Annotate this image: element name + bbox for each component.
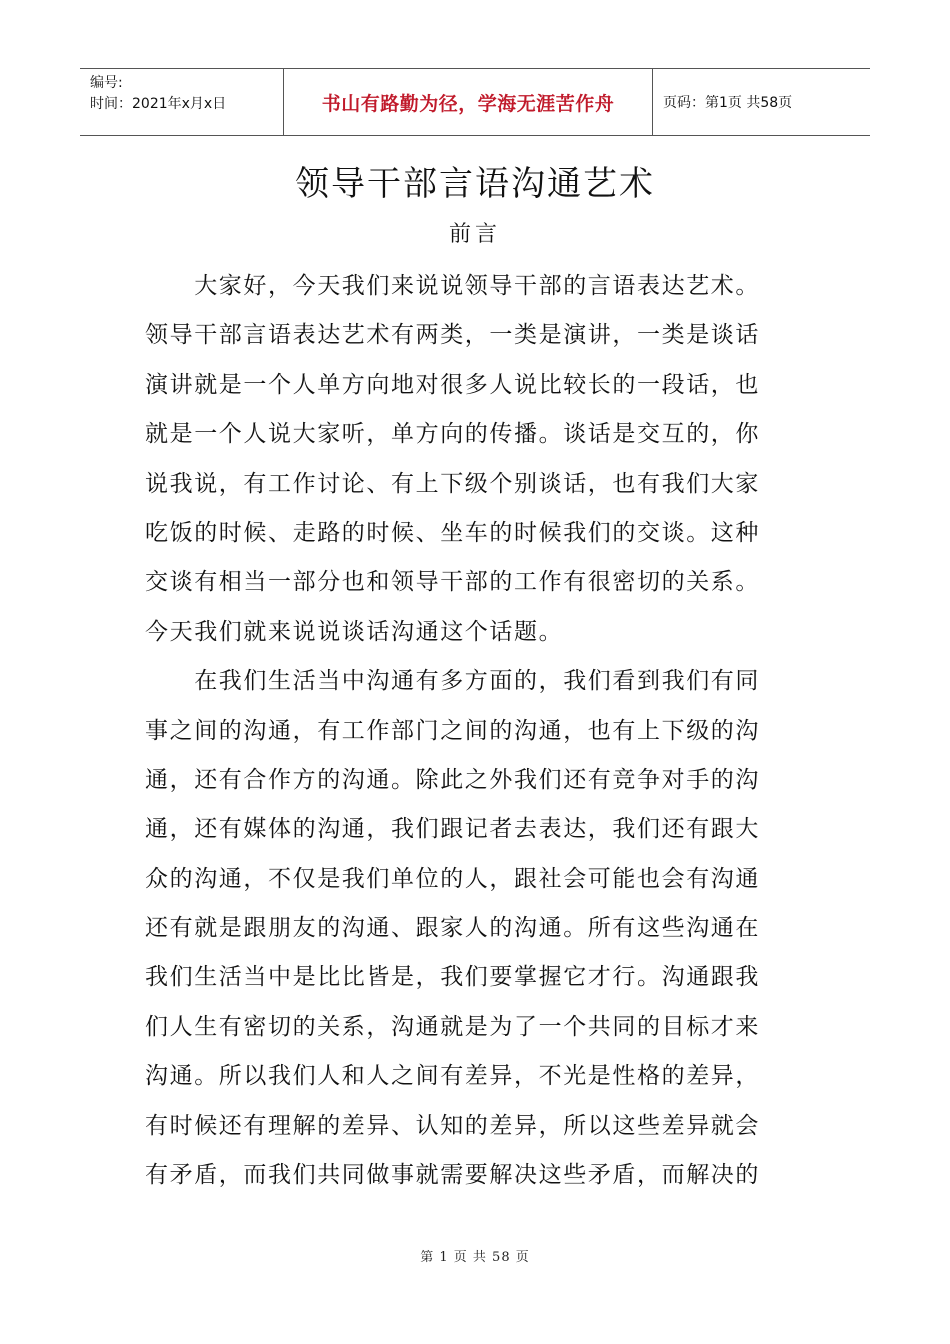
body-line: 众的沟通，不仅是我们单位的人，跟社会可能也会有沟通: [145, 865, 760, 892]
page-footer: 第 1 页 共 58 页: [420, 1250, 530, 1265]
body-line: 吃饭的时候、走路的时候、坐车的时候我们的交谈。这种: [145, 519, 760, 546]
body-line: 领导干部言语表达艺术有两类，一类是演讲，一类是谈话: [145, 322, 760, 349]
header-page-info: 页码：第1页 共58页: [663, 95, 793, 111]
body-line: 大家好，今天我们来说说领导干部的言语表达艺术。: [145, 273, 760, 299]
body-line: 就是一个人说大家听，单方向的传播。谈话是交互的，你: [145, 421, 760, 448]
time-label: 时间：2021年x月x日: [90, 96, 227, 112]
body-line: 还有就是跟朋友的沟通、跟家人的沟通。所有这些沟通在: [145, 915, 760, 942]
number-label: 编号:: [90, 75, 123, 91]
body-line: 通，还有合作方的沟通。除此之外我们还有竞争对手的沟: [145, 766, 760, 793]
body-line: 我们生活当中是比比皆是，我们要掌握它才行。沟通跟我: [145, 964, 760, 991]
body-line: 事之间的沟通，有工作部门之间的沟通，也有上下级的沟: [145, 717, 760, 744]
body-line: 演讲就是一个人单方向地对很多人说比较长的一段话，也: [145, 371, 760, 398]
document-title: 领导干部言语沟通艺术: [295, 164, 655, 204]
header-meta-cell: [80, 69, 283, 135]
document-subtitle: 前言: [448, 222, 501, 247]
body-line: 有矛盾，而我们共同做事就需要解决这些矛盾，而解决的: [145, 1162, 760, 1189]
body-line: 说我说，有工作讨论、有上下级个别谈话，也有我们大家: [145, 470, 760, 497]
body-line: 交谈有相当一部分也和领导干部的工作有很密切的关系。: [145, 569, 760, 596]
body-line: 通，还有媒体的沟通，我们跟记者去表达，我们还有跟大: [145, 816, 760, 843]
body-line: 在我们生活当中沟通有多方面的，我们看到我们有同: [145, 668, 760, 695]
body-line: 沟通。所以我们人和人之间有差异，不光是性格的差异，: [145, 1063, 760, 1090]
document-header-table: [80, 68, 870, 136]
header-motto: 书山有路勤为径，学海无涯苦作舟: [283, 69, 653, 135]
body-line: 有时候还有理解的差异、认知的差异，所以这些差异就会: [145, 1112, 760, 1139]
body-line: 今天我们就来说说谈话沟通这个话题。: [145, 618, 564, 645]
document-body: [145, 262, 813, 1200]
body-line: 们人生有密切的关系，沟通就是为了一个共同的目标才来: [145, 1013, 760, 1040]
